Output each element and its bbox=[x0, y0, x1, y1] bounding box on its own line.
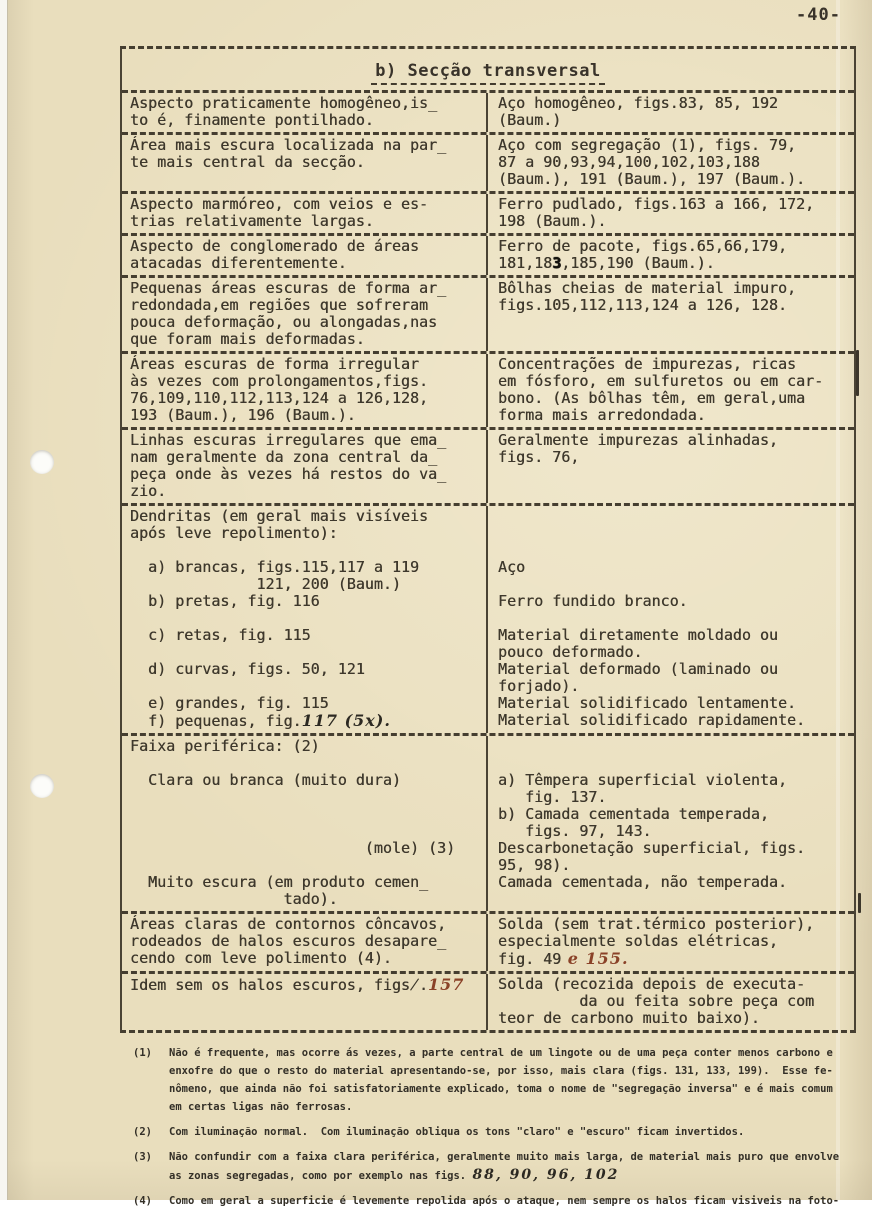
text-line: 121, 200 (Baum.) bbox=[130, 575, 401, 593]
text-line: 87 a 90,93,94,100,102,103,188 bbox=[498, 153, 760, 171]
table-row bbox=[122, 93, 854, 132]
footnote-text bbox=[169, 1148, 839, 1185]
text-line: redondada,em regiões que sofreram bbox=[130, 296, 429, 314]
text-line: te mais central da secção. bbox=[130, 153, 365, 171]
footnote-text bbox=[169, 1044, 833, 1116]
text-line: a) Têmpera superficial violenta, bbox=[498, 771, 787, 789]
footnote-number: (1) bbox=[133, 1047, 152, 1059]
text-line: Como em geral a superficie é levemente repolida após o ataque, nem sempre os halos ficam visiveis na foto- bbox=[169, 1195, 840, 1207]
table-cell-right bbox=[488, 354, 854, 427]
table-cell-left bbox=[122, 914, 488, 971]
text-line: que foram mais deformadas. bbox=[130, 330, 365, 348]
footnote-number: (3) bbox=[133, 1151, 152, 1163]
punch-hole bbox=[30, 450, 54, 474]
text-line: cendo com leve polimento (4). bbox=[130, 949, 392, 967]
table-cell-left bbox=[122, 974, 488, 1030]
text-line bbox=[130, 542, 484, 559]
text-line: Aço homogêneo, figs.83, 85, 192 bbox=[498, 94, 778, 112]
text-line bbox=[498, 542, 852, 559]
text-line: atacadas diferentemente. bbox=[130, 254, 347, 272]
text-line: teor de carbono muito baixo). bbox=[498, 1009, 760, 1027]
text-line: em certas ligas não ferrosas. bbox=[169, 1101, 353, 1113]
text-line bbox=[169, 1166, 839, 1185]
text-line bbox=[498, 950, 852, 968]
text-line: após leve repolimento): bbox=[130, 524, 338, 542]
text-line bbox=[130, 857, 484, 874]
text-line: Clara ou branca (muito dura) bbox=[130, 771, 401, 789]
text-line: peça onde às vezes há restos do va̲ bbox=[130, 465, 447, 483]
text-segment: 181,18 bbox=[498, 254, 553, 272]
text-line bbox=[498, 508, 852, 525]
handwritten-note: 157 bbox=[428, 975, 465, 994]
table-title bbox=[122, 49, 854, 93]
punch-hole bbox=[30, 774, 54, 798]
text-line bbox=[498, 891, 852, 908]
text-line: Camada cementada, não temperada. bbox=[498, 873, 787, 891]
text-line: forjado). bbox=[498, 677, 580, 695]
text-segment: Idem sem os halos escuros, figs̸. bbox=[130, 976, 429, 994]
text-line: especialmente soldas elétricas, bbox=[498, 932, 778, 950]
footnote bbox=[133, 1192, 859, 1210]
text-line: enxofre do que o resto do material apresentando-se, por isso, mais clara (figs. 131, 133, 199). Esse fe- bbox=[169, 1065, 833, 1077]
table-cell-right bbox=[488, 506, 854, 733]
text-line: to é, finamente pontilhado. bbox=[130, 111, 374, 129]
footnote-text bbox=[169, 1123, 744, 1141]
text-line bbox=[498, 255, 852, 272]
table-cell-left bbox=[122, 135, 488, 191]
text-line: Aço bbox=[498, 558, 526, 576]
text-line bbox=[130, 789, 484, 806]
table-row bbox=[122, 351, 854, 427]
footnote bbox=[133, 1044, 859, 1116]
text-segment: as zonas segregadas, como por exemplo nas figs. bbox=[169, 1170, 473, 1182]
text-line: Geralmente impurezas alinhadas, bbox=[498, 431, 778, 449]
table-row bbox=[122, 971, 854, 1030]
text-line: Com iluminação normal. Com iluminação obliqua os tons "claro" e "escuro" ficam invertidos. bbox=[169, 1126, 745, 1138]
text-line: Área mais escura localizada na par̲ bbox=[130, 136, 447, 154]
scan-edge bbox=[0, 0, 8, 1200]
footnote-number: (4) bbox=[133, 1195, 152, 1207]
text-line bbox=[498, 525, 852, 542]
text-line: pouca deformação, ou alongadas,nas bbox=[130, 313, 438, 331]
table-row bbox=[122, 427, 854, 503]
text-line bbox=[498, 610, 852, 627]
table-cell-left bbox=[122, 430, 488, 503]
text-line bbox=[130, 644, 484, 661]
text-line: nam geralmente da zona central da̲ bbox=[130, 448, 438, 466]
text-line bbox=[130, 806, 484, 823]
footnote-text bbox=[169, 1192, 839, 1210]
text-line: pouco deformado. bbox=[498, 643, 643, 661]
text-line: e) grandes, fig. 115 bbox=[130, 694, 329, 712]
text-segment: f) pequenas, fig. bbox=[130, 712, 302, 730]
table-cell-right bbox=[488, 135, 854, 191]
handwritten-note: 117 (5x). bbox=[301, 711, 391, 730]
text-line: Descarbonetação superficial, figs. bbox=[498, 839, 806, 857]
text-segment: fig. 49 bbox=[498, 950, 562, 968]
section-title: b) Secção transversal bbox=[371, 61, 604, 85]
table-cell-left bbox=[122, 278, 488, 351]
text-line: Aspecto de conglomerado de áreas bbox=[130, 237, 419, 255]
text-line: Muito escura (em produto cemen̲ bbox=[130, 873, 429, 891]
text-line bbox=[130, 678, 484, 695]
text-line: Não confundir com a faixa clara periférica, geralmente muito mais larga, de material mais puro que envolve bbox=[169, 1151, 840, 1163]
table-cell-right bbox=[488, 736, 854, 911]
text-line: b) Camada cementada temperada, bbox=[498, 805, 769, 823]
text-line: nômeno, que ainda não foi satisfatoriamente explicado, toma o nome de "segregação inversa" e é mais comum bbox=[169, 1083, 833, 1095]
text-line bbox=[130, 755, 484, 772]
text-line: (Baum.) bbox=[498, 111, 562, 129]
table-row bbox=[122, 132, 854, 191]
footnote bbox=[133, 1148, 859, 1185]
text-line: fig. 137. bbox=[498, 788, 607, 806]
footnotes bbox=[133, 1044, 859, 1217]
text-line: Dendritas (em geral mais visíveis bbox=[130, 507, 429, 525]
text-line: Aspecto marmóreo, com veios e es- bbox=[130, 195, 429, 213]
table-cell-left bbox=[122, 93, 488, 132]
table-cell-right bbox=[488, 93, 854, 132]
text-line: Material solidificado rapidamente. bbox=[498, 711, 806, 729]
text-line: 95, 98). bbox=[498, 856, 571, 874]
text-line: a) brancas, figs.115,117 a 119 bbox=[130, 558, 419, 576]
table-row bbox=[122, 275, 854, 351]
handwritten-note: e 155. bbox=[561, 949, 629, 968]
text-line: Bôlhas cheias de material impuro, bbox=[498, 279, 797, 297]
text-line bbox=[498, 755, 852, 772]
text-line: figs.105,112,113,124 a 126, 128. bbox=[498, 296, 787, 314]
text-line: forma mais arredondada. bbox=[498, 406, 706, 424]
text-line: tado). bbox=[130, 890, 338, 908]
table-cell-left bbox=[122, 506, 488, 733]
text-line bbox=[498, 576, 852, 593]
table-row bbox=[122, 733, 854, 911]
text-line: Ferro de pacote, figs.65,66,179, bbox=[498, 237, 787, 255]
text-line: zio. bbox=[130, 482, 167, 500]
table-row bbox=[122, 233, 854, 275]
text-line bbox=[130, 823, 484, 840]
text-line: Material solidificado lentamente. bbox=[498, 694, 797, 712]
text-line: Não é frequente, mas ocorre ás vezes, a parte central de um lingote ou de uma peça conter menos carbono e bbox=[169, 1047, 833, 1059]
text-segment: ,185,190 (Baum.). bbox=[561, 254, 715, 272]
text-line: trias relativamente largas. bbox=[130, 212, 374, 230]
text-line bbox=[130, 976, 484, 994]
text-line bbox=[130, 610, 484, 627]
table-cell-left bbox=[122, 236, 488, 275]
text-line: Material diretamente moldado ou bbox=[498, 626, 778, 644]
text-line: rodeados de halos escuros desapare̲ bbox=[130, 932, 447, 950]
table-cell-left bbox=[122, 736, 488, 911]
text-line: (mole) (3) bbox=[130, 839, 456, 857]
table-row bbox=[122, 191, 854, 233]
text-line: Solda (sem trat.térmico posterior), bbox=[498, 915, 815, 933]
text-line bbox=[498, 738, 852, 755]
text-line: bono. (As bôlhas têm, em geral,uma bbox=[498, 389, 806, 407]
text-line: Aspecto praticamente homogêneo,is̲ bbox=[130, 94, 438, 112]
text-line: Ferro pudlado, figs.163 a 166, 172, bbox=[498, 195, 815, 213]
text-line: Solda (recozida depois de executa- bbox=[498, 975, 806, 993]
text-line: Concentrações de impurezas, ricas bbox=[498, 355, 797, 373]
text-line: 198 (Baum.). bbox=[498, 212, 607, 230]
text-line: Áreas escuras de forma irregular bbox=[130, 355, 419, 373]
table-cell-right bbox=[488, 914, 854, 971]
footnote-number: (2) bbox=[133, 1126, 152, 1138]
text-line: c) retas, fig. 115 bbox=[130, 626, 311, 644]
text-line: b) pretas, fig. 116 bbox=[130, 592, 320, 610]
ink-blot: 3 bbox=[552, 254, 562, 272]
text-line: Linhas escuras irregulares que ema̲ bbox=[130, 431, 447, 449]
table-cell-right bbox=[488, 194, 854, 233]
table-row bbox=[122, 503, 854, 733]
table-cell-left bbox=[122, 354, 488, 427]
pen-mark bbox=[858, 893, 861, 913]
table-cell-right bbox=[488, 236, 854, 275]
page-number: -40- bbox=[796, 5, 841, 25]
text-line: Aço com segregação (1), figs. 79, bbox=[498, 136, 797, 154]
table-cell-right bbox=[488, 278, 854, 351]
text-line: Ferro fundido branco. bbox=[498, 592, 688, 610]
comparison-table bbox=[120, 46, 856, 1033]
text-line: da ou feita sobre peça com bbox=[498, 992, 815, 1010]
text-line: d) curvas, figs. 50, 121 bbox=[130, 660, 365, 678]
text-line: (Baum.), 191 (Baum.), 197 (Baum.). bbox=[498, 170, 806, 188]
table-cell-right bbox=[488, 430, 854, 503]
table-row bbox=[122, 911, 854, 971]
text-line: às vezes com prolongamentos,figs. bbox=[130, 372, 429, 390]
text-line: figs. 76, bbox=[498, 448, 580, 466]
text-line: 76,109,110,112,113,124 a 126,128, bbox=[130, 389, 429, 407]
text-line: em fósforo, em sulfuretos ou em car- bbox=[498, 372, 824, 390]
text-line: Áreas claras de contornos côncavos, bbox=[130, 915, 447, 933]
text-line: Pequenas áreas escuras de forma ar̲ bbox=[130, 279, 447, 297]
table-cell-left bbox=[122, 194, 488, 233]
footnote bbox=[133, 1123, 859, 1141]
table-cell-right bbox=[488, 974, 854, 1030]
handwritten-note: 88, 90, 96, 102 bbox=[472, 1167, 620, 1183]
text-line: 193 (Baum.), 196 (Baum.). bbox=[130, 406, 356, 424]
text-line: Faixa periférica: (2) bbox=[130, 737, 320, 755]
pen-mark bbox=[856, 350, 859, 396]
text-line: figs. 97, 143. bbox=[498, 822, 652, 840]
text-line bbox=[130, 712, 484, 730]
text-line: Material deformado (laminado ou bbox=[498, 660, 778, 678]
